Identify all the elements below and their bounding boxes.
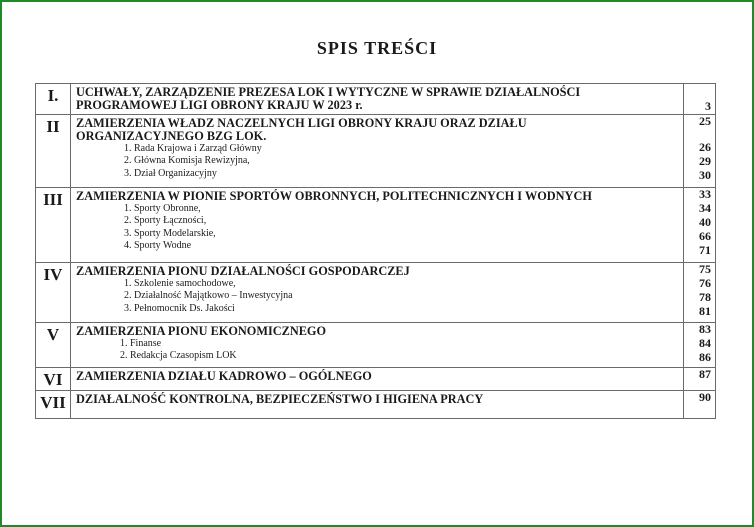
- toc-row: [36, 188, 716, 263]
- subsection-item: 2. Redakcja Czasopism LOK: [120, 350, 237, 362]
- toc-table: [35, 83, 716, 419]
- section-page: 3: [705, 99, 711, 113]
- section-number: I.: [36, 84, 71, 115]
- subsection-page: 30: [699, 168, 711, 182]
- section-page: 75: [699, 262, 711, 276]
- section-heading: ZAMIERZENIA PIONU EKONOMICZNEGO: [76, 324, 327, 338]
- section-number: II: [36, 115, 71, 188]
- section-number: III: [36, 188, 71, 263]
- subsection-page: 81: [699, 304, 711, 318]
- toc-row: [36, 323, 716, 368]
- section-heading: ZAMIERZENIA PIONU DZIAŁALNOŚCI GOSPODARCZEJ: [76, 264, 410, 278]
- section-page: 83: [699, 322, 711, 336]
- subsection-item: 2. Działalność Majątkowo – Inwestycyjna: [124, 290, 293, 302]
- section-page: 33: [699, 187, 711, 201]
- section-number: IV: [36, 263, 71, 323]
- subsection-page: 78: [699, 290, 711, 304]
- section-number: V: [36, 323, 71, 368]
- subsection-page: 86: [699, 350, 711, 364]
- subsection-item: 1. Szkolenie samochodowe,: [124, 278, 236, 289]
- section-page: 87: [699, 367, 711, 381]
- subsection-page: 76: [699, 276, 711, 290]
- subsection-item: 1. Sporty Obronne,: [124, 203, 201, 214]
- section-number: VI: [36, 368, 71, 391]
- subsection-item: 3. Pełnomocnik Ds. Jakości: [124, 302, 235, 314]
- section-heading: UCHWAŁY, ZARZĄDZENIE PREZESA LOK I WYTYCZNE W SPRAWIE DZIAŁALNOŚCI PROGRAMOWEJ LIGI OBRONY KRAJU W 2023 r.: [76, 85, 581, 112]
- subsection-item: 1. Rada Krajowa i Zarząd Główny: [124, 143, 262, 154]
- subsection-page: 71: [699, 243, 711, 257]
- toc-row: [36, 263, 716, 323]
- subsection-page: 26: [699, 140, 711, 154]
- subsection-page: 40: [699, 215, 711, 229]
- section-heading: DZIAŁALNOŚĆ KONTROLNA, BEZPIECZEŃSTWO I HIGIENA PRACY: [76, 392, 484, 406]
- section-heading: ZAMIERZENIA DZIAŁU KADROWO – OGÓLNEGO: [76, 369, 372, 383]
- subsection-item: 3. Sporty Modelarskie,: [124, 227, 216, 239]
- subsection-page: 29: [699, 154, 711, 168]
- subsection-item: 4. Sporty Wodne: [124, 240, 192, 252]
- subsection-item: 1. Finanse: [120, 338, 162, 349]
- section-page: 90: [699, 390, 711, 404]
- subsection-page: 34: [699, 201, 711, 215]
- subsection-page: 84: [699, 336, 711, 350]
- subsection-item: 3. Dział Organizacyjny: [124, 167, 217, 179]
- page-title: SPIS TREŚCI: [316, 38, 438, 58]
- toc-row: [36, 368, 716, 391]
- section-page: 25: [699, 114, 711, 128]
- toc-row: [36, 115, 716, 188]
- subsection-page: 66: [699, 229, 711, 243]
- section-number: VII: [36, 391, 71, 419]
- subsection-item: 2. Główna Komisja Rewizyjna,: [124, 155, 250, 167]
- toc-row: [36, 84, 716, 115]
- toc-row: [36, 391, 716, 419]
- section-heading: ZAMIERZENIA W PIONIE SPORTÓW OBRONNYCH, POLITECHNICZNYCH I WODNYCH: [76, 189, 592, 203]
- subsection-item: 2. Sporty Łączności,: [124, 215, 207, 227]
- section-heading: ZAMIERZENIA WŁADZ NACZELNYCH LIGI OBRONY KRAJU ORAZ DZIAŁU ORGANIZACYJNEGO BZG LOK.: [76, 116, 527, 143]
